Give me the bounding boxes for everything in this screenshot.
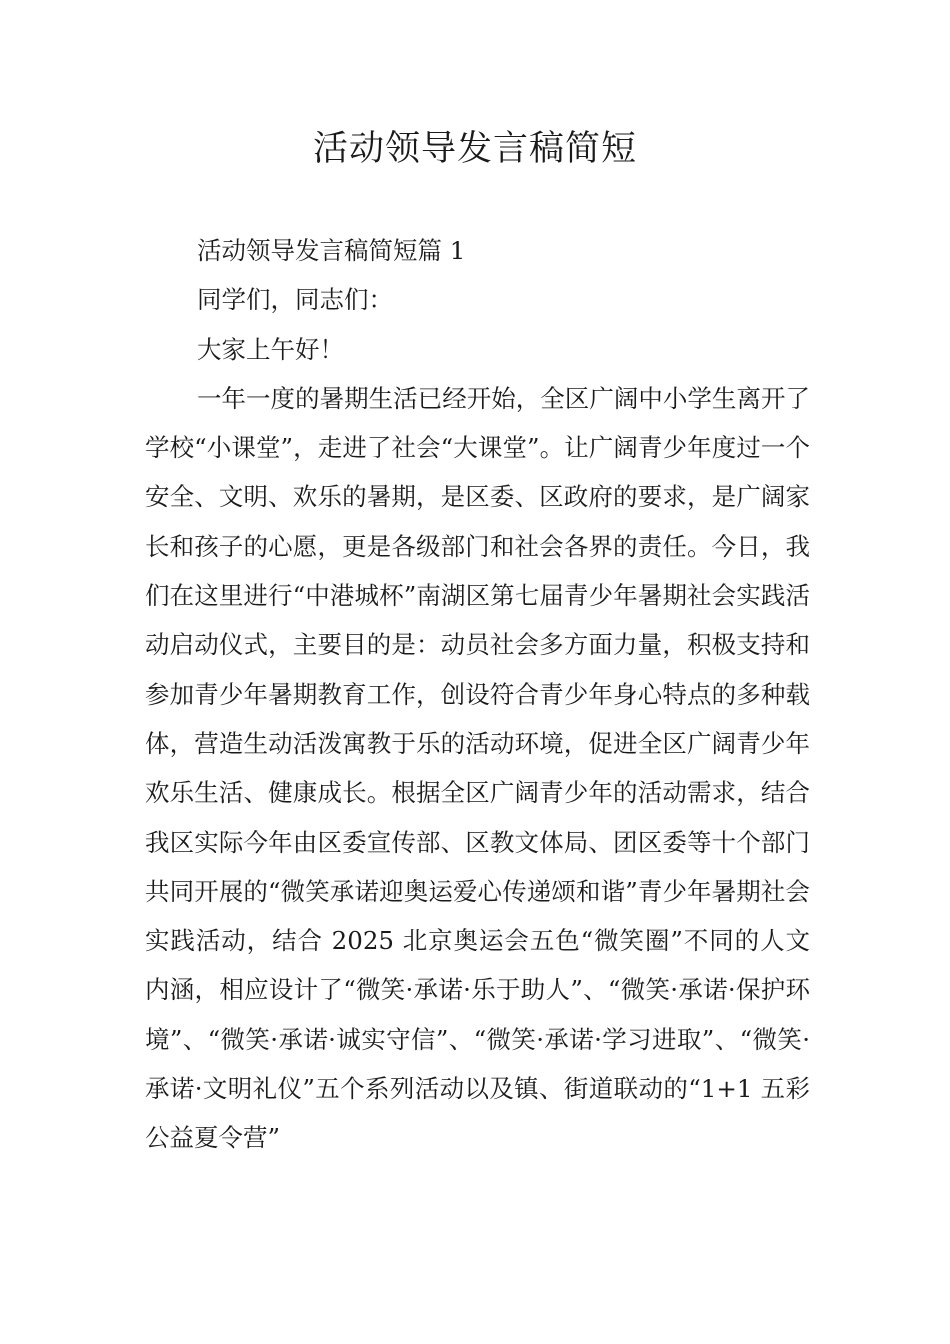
document-title: 活动领导发言稿简短 [312, 129, 637, 169]
salutation: 同学们，同志们： [197, 285, 393, 315]
section-heading: 活动领导发言稿简短篇 1 [197, 236, 466, 265]
body-paragraph: 一年一度的暑期生活已经开始，全区广阔中小学生离开了学校“小课堂”，走进了社会“大课堂”。让广阔青少年度过一个安全、文明、欢乐的暑期，是区委、区政府的要求，是广阔家长和孩子的心愿，更是各级部门和社会各界的责任。今日，我们在这里进行“中港城杯”南湖区第七届青少年暑期社会实践活动启动仪式，主要目的是：动员社会多方面力量，积极支持和参加青少年暑期教育工作，创设符合青少年身心特点的多种载体，营造生动活泼寓教于乐的活动环境，促进全区广阔青少年欢乐生活、健康成长。根据全区广阔青少年的活动需求，结合我区实际今年由区委宣传部、区教文体局、团区委等十个部门共同开展的“微笑承诺迎奥运爱心传递颂和谐”青少年暑期社会实践活动，结合 2025 北京奥运会五色“微笑圈”不同的人文内涵，相应设计了“微笑·承诺·乐于助人”、“微笑·承诺·保护环境”、“微笑·承诺·诚实守信”、“微笑·承诺·学习进取”、“微笑·承诺·文明礼仪”五个系列活动以及镇、街道联动的“1+1 五彩公益夏令营” [145, 383, 810, 1153]
greeting: 大家上午好！ [197, 334, 344, 364]
document-body [145, 226, 810, 1163]
